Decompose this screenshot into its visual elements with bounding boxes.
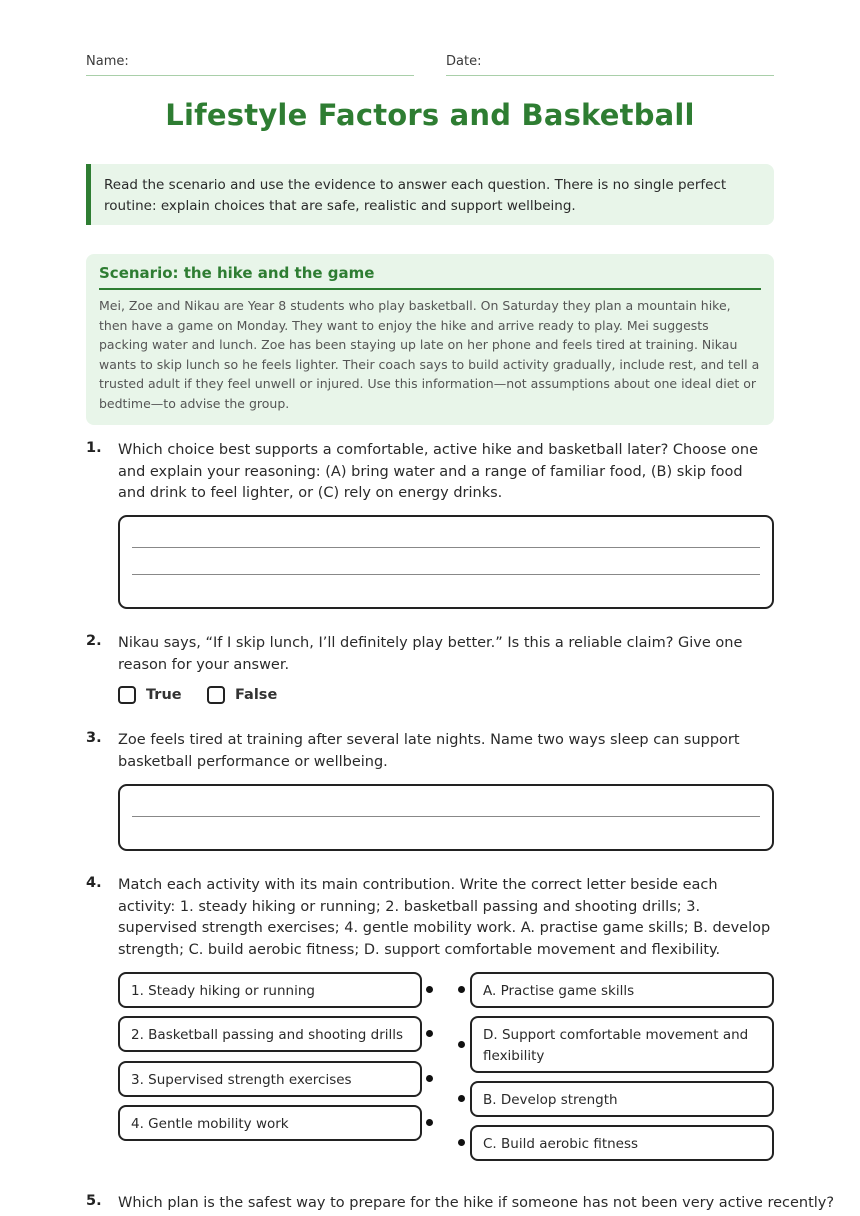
answer-box-q3[interactable] bbox=[118, 784, 774, 851]
match-dot[interactable] bbox=[426, 1075, 433, 1082]
option-false[interactable] bbox=[207, 684, 277, 706]
question-text: Which choice best supports a comfortable, active hike and basketball later? Choose one and explain your reasoning: (A) bring water and a range of familiar food, (B) skip food and drink to feel lighter, or (C) rely on energy drinks. bbox=[118, 442, 759, 501]
answer-line bbox=[132, 574, 760, 575]
scenario-title: Scenario: the hike and the game bbox=[99, 264, 761, 290]
name-field[interactable] bbox=[86, 54, 414, 76]
match-activity-3[interactable]: 3. Supervised strength exercises bbox=[118, 1061, 422, 1097]
match-contribution-b[interactable]: B. Develop strength bbox=[470, 1081, 774, 1117]
question-number: 1. bbox=[86, 440, 102, 456]
match-dot[interactable] bbox=[458, 1095, 465, 1102]
question-text: Nikau says, “If I skip lunch, I’ll definitely play better.” Is this a reliable claim? Give one reason for your answer. bbox=[118, 635, 743, 673]
match-dot[interactable] bbox=[426, 1119, 433, 1126]
date-label: Date: bbox=[446, 54, 482, 69]
match-contribution-c[interactable]: C. Build aerobic fitness bbox=[470, 1125, 774, 1161]
page-title: Lifestyle Factors and Basketball bbox=[165, 98, 695, 132]
scenario-box bbox=[86, 254, 774, 425]
answer-line bbox=[132, 816, 760, 817]
match-contribution-d[interactable]: D. Support comfortable movement and flexibility bbox=[470, 1016, 774, 1073]
checkbox[interactable] bbox=[118, 686, 136, 704]
match-activity-1[interactable]: 1. Steady hiking or running bbox=[118, 972, 422, 1008]
name-label: Name: bbox=[86, 54, 129, 69]
answer-box-q1[interactable] bbox=[118, 515, 774, 609]
checkbox[interactable] bbox=[207, 686, 225, 704]
match-activity-4[interactable]: 4. Gentle mobility work bbox=[118, 1105, 422, 1141]
match-dot[interactable] bbox=[458, 1139, 465, 1146]
scenario-text: Mei, Zoe and Nikau are Year 8 students who play basketball. On Saturday they plan a mountain hike, then have a game on Monday. They want to enjoy the hike and arrive ready to play. Mei suggests packing water and lunch. Zoe has been staying up late on her phone and feels tired at training. Nikau wants to skip lunch so he feels lighter. Their coach says to build activity gradually, include rest, and tell a trusted adult if they feel unwell or injured. Use this information—not assumptions about one ideal diet or bedtime—to advise the group. bbox=[99, 298, 760, 411]
match-dot[interactable] bbox=[458, 986, 465, 993]
question-text: Match each activity with its main contribution. Write the correct letter beside each activity: 1. steady hiking or running; 2. basketball passing and shooting drills; 3. supervised strength exercises; 4. gentle mobility work. A. practise game skills; B. develop strength; C. build aerobic fitness; D. support comfortable movement and flexibility. bbox=[118, 877, 771, 958]
answer-line bbox=[132, 547, 760, 548]
question-number: 2. bbox=[86, 633, 102, 649]
question-number: 4. bbox=[86, 875, 102, 891]
match-contribution-a[interactable]: A. Practise game skills bbox=[470, 972, 774, 1008]
question-text: Which plan is the safest way to prepare for the hike if someone has not been very active recently? bbox=[118, 1195, 835, 1211]
question-text: Zoe feels tired at training after several late nights. Name two ways sleep can support basketball performance or wellbeing. bbox=[118, 732, 740, 770]
option-true[interactable] bbox=[118, 684, 182, 706]
option-label: True bbox=[146, 687, 182, 703]
question-number: 5. bbox=[86, 1193, 102, 1209]
option-label: False bbox=[235, 687, 278, 703]
student-info-row bbox=[86, 54, 774, 76]
question-number: 3. bbox=[86, 730, 102, 746]
match-activity-2[interactable]: 2. Basketball passing and shooting drills bbox=[118, 1016, 422, 1052]
instructions-box: Read the scenario and use the evidence to answer each question. There is no single perfect routine: explain choices that are safe, realistic and support wellbeing. bbox=[86, 164, 774, 225]
match-dot[interactable] bbox=[426, 986, 433, 993]
match-dot[interactable] bbox=[426, 1030, 433, 1037]
match-dot[interactable] bbox=[458, 1041, 465, 1048]
date-field[interactable] bbox=[446, 54, 774, 76]
